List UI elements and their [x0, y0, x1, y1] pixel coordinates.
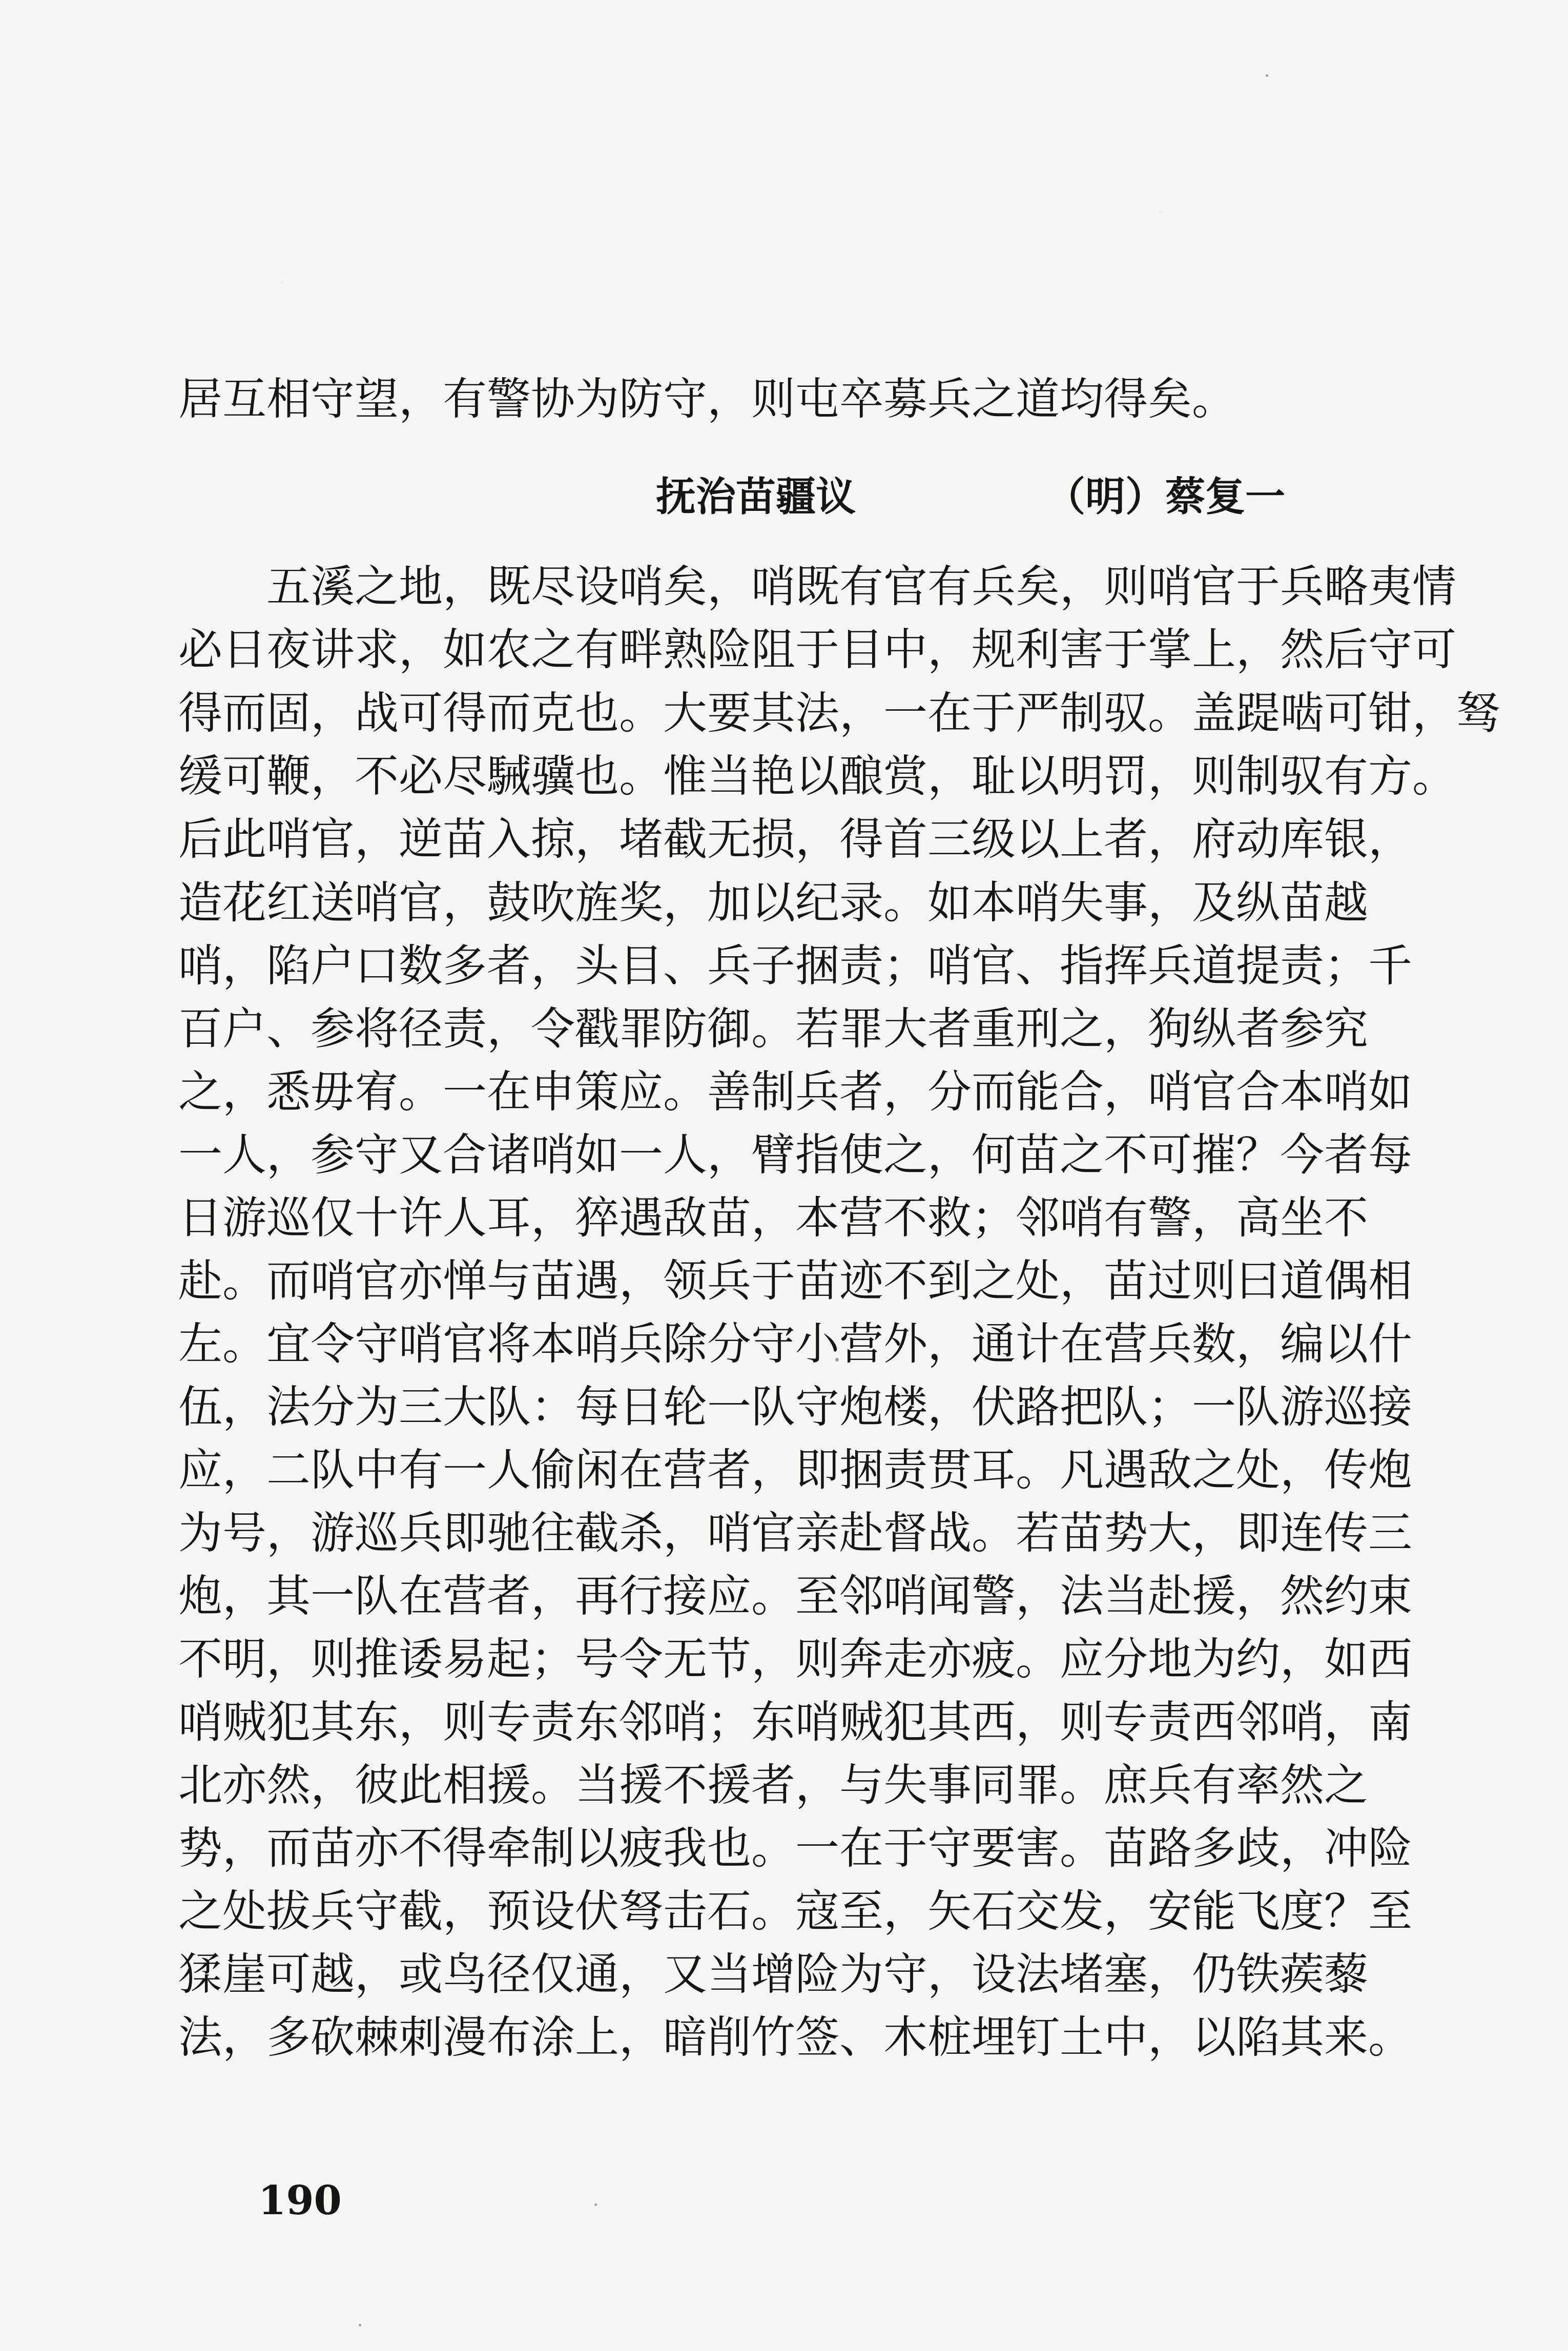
body-line: 之处拔兵守截，预设伏弩击石。寇至，矢石交发，安能飞度？至 [178, 1886, 1412, 1937]
body-line: 之，悉毋宥。一在申策应。善制兵者，分而能合，哨官合本哨如 [178, 1066, 1412, 1118]
body-line: 赴。而哨官亦惮与苗遇，领兵于苗迹不到之处，苗过则曰道偶相 [178, 1255, 1412, 1307]
page-number: 190 [258, 2177, 342, 2224]
body-line: 不明，则推诿易起；号令无节，则奔走亦疲。应分地为约，如西 [178, 1634, 1412, 1685]
body-line: 左。宜令守哨官将本哨兵除分守小营外，通计在营兵数，编以什 [178, 1318, 1412, 1370]
print-speck [359, 2324, 361, 2326]
body-line: 必日夜讲求，如农之有畔熟险阻于目中，规利害于掌上，然后守可 [178, 624, 1456, 675]
body-line: 百户、参将径责，令戳罪防御。若罪大者重刑之，狗纵者参究 [178, 1003, 1368, 1055]
body-line: 北亦然，彼此相援。当援不援者，与失事同罪。庶兵有率然之 [178, 1760, 1368, 1811]
body-line: 造花红送哨官，鼓吹旌奖，加以纪录。如本哨失事，及纵苗越 [178, 877, 1368, 929]
body-line: 哨贼犯其东，则专责东邻哨；东哨贼犯其西，则专责西邻哨，南 [178, 1697, 1412, 1748]
section-author: （明）蔡复一 [1045, 473, 1286, 520]
print-speck [594, 2203, 597, 2206]
section-title: 抚治苗疆议 [656, 473, 856, 520]
body-line: 一人，参守又合诸哨如一人，臂指使之，何苗之不可摧？今者每 [178, 1129, 1412, 1181]
body-line: 哨，陷户口数多者，头目、兵子捆责；哨官、指挥兵道提责；千 [178, 940, 1412, 992]
body-line: 日游巡仅十许人耳，猝遇敌苗，本营不救；邻哨有警，高坐不 [178, 1192, 1368, 1244]
continuation-line: 居互相守望，有警协为防守，则屯卒募兵之道均得矣。 [178, 374, 1236, 425]
print-speck [1266, 74, 1268, 77]
body-line: 后此哨官，逆苗入掠，堵截无损，得首三级以上者，府动库银， [178, 814, 1412, 865]
body-line: 法，多砍棘刺漫布涂上，暗削竹签、木桩埋钉土中，以陷其来。 [178, 2012, 1412, 2063]
section-heading [656, 466, 1384, 528]
body-line: 势，而苗亦不得牵制以疲我也。一在于守要害。苗路多歧，冲险 [178, 1823, 1412, 1874]
body-line: 缓可鞭，不必尽駴骥也。惟当艳以酿赏，耻以明罚，则制驭有方。 [178, 751, 1456, 802]
body-line: 为号，游巡兵即驰往截杀，哨官亲赴督战。若苗势大，即连传三 [178, 1508, 1412, 1559]
body-line: 伍，法分为三大队：每日轮一队守炮楼，伏路把队；一队游巡接 [178, 1381, 1412, 1433]
body-line: 得而固，战可得而克也。大要其法，一在于严制驭。盖踶啮可钳，驽 [178, 688, 1500, 739]
body-line: 猱崖可越，或鸟径仅通，又当增险为守，设法堵塞，仍铁蒺藜 [178, 1949, 1368, 2000]
body-line: 应，二队中有一人偷闲在营者，即捆责贯耳。凡遇敌之处，传炮 [178, 1445, 1412, 1496]
body-line: 五溪之地，既尽设哨矣，哨既有官有兵矣，则哨官于兵略夷情 [266, 561, 1456, 612]
body-line: 炮，其一队在营者，再行接应。至邻哨闻警，法当赴援，然约束 [178, 1571, 1412, 1622]
